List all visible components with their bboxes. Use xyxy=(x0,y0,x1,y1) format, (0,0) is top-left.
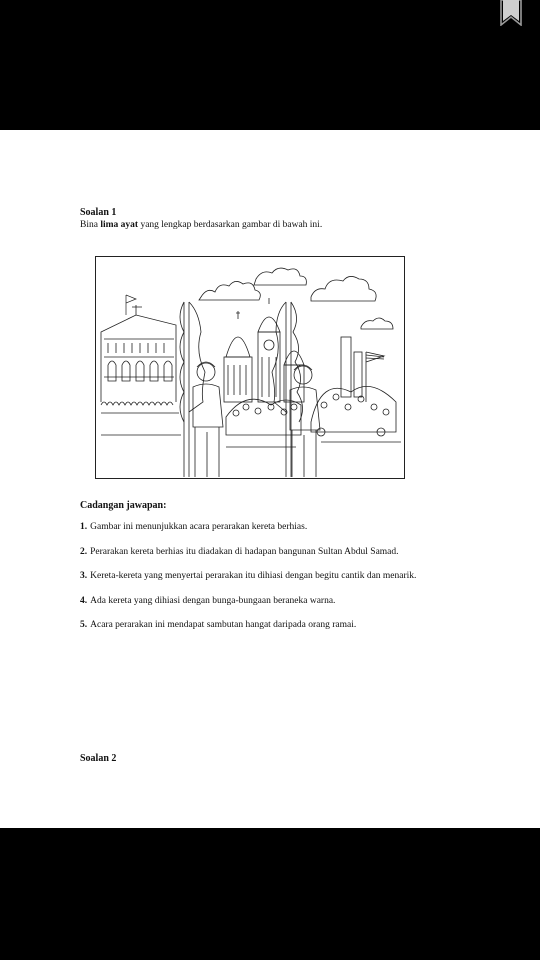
viewer-bottom-bar xyxy=(0,828,540,960)
document-page xyxy=(0,130,540,828)
answer-number: 3. xyxy=(80,571,88,581)
question-1-title: Soalan 1 xyxy=(80,207,117,218)
cloud-middle xyxy=(254,268,306,285)
answer-item xyxy=(80,547,416,572)
crowd xyxy=(101,402,173,405)
boy-left-head xyxy=(197,363,215,381)
banner-pole-left xyxy=(184,302,189,477)
answer-number: 1. xyxy=(80,522,88,532)
boy-right-head xyxy=(294,366,312,384)
answer-item xyxy=(80,596,416,621)
question-2-title: Soalan 2 xyxy=(80,753,117,764)
answers-heading: Cadangan jawapan: xyxy=(80,500,167,511)
answer-text: Gambar ini menunjukkan acara perarakan kereta berhias. xyxy=(90,522,308,532)
instruction-bold: lima ayat xyxy=(100,220,139,230)
answer-text: Perarakan kereta berhias itu diadakan di hadapan bangunan Sultan Abdul Samad. xyxy=(90,546,399,557)
viewer-top-bar xyxy=(0,0,540,130)
flag-right xyxy=(366,352,384,402)
cloud-small xyxy=(361,318,393,329)
question-1-instruction xyxy=(80,220,322,230)
cloud-left xyxy=(199,281,260,300)
answer-item xyxy=(80,571,416,596)
answer-number: 5. xyxy=(80,620,88,630)
answer-item xyxy=(80,522,416,547)
answer-item xyxy=(80,620,416,645)
answer-number: 2. xyxy=(80,546,88,557)
parade-illustration xyxy=(95,256,405,479)
left-building xyxy=(101,315,176,402)
instruction-pre: Bina xyxy=(80,220,101,230)
answer-number: 4. xyxy=(80,595,88,606)
cloud-right xyxy=(311,276,376,301)
answer-text: Kereta-kereta yang menyertai perarakan itu dihiasi dengan begitu cantik dan menarik. xyxy=(90,571,417,581)
bookmark-icon[interactable] xyxy=(500,0,522,26)
float-right xyxy=(311,386,396,432)
instruction-post: yang lengkap berdasarkan gambar di bawah ini. xyxy=(138,220,323,230)
dome-left xyxy=(226,337,250,357)
answer-list xyxy=(80,522,416,645)
answer-text: Ada kereta yang dihiasi dengan bunga-bungaan beraneka warna. xyxy=(90,595,336,606)
answer-text: Acara perarakan ini mendapat sambutan hangat daripada orang ramai. xyxy=(90,620,357,630)
